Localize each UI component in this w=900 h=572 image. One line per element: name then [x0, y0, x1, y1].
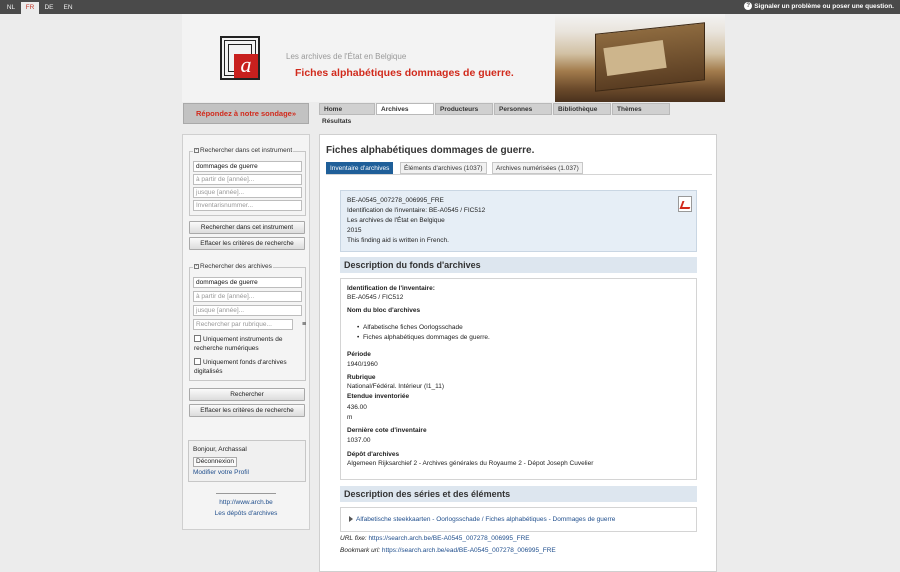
survey-button[interactable]: Répondez à notre sondage» — [183, 103, 309, 124]
fixed-url-line — [340, 535, 530, 542]
archive-query-input[interactable]: dommages de guerre — [193, 277, 302, 288]
summary-box — [340, 190, 697, 252]
archive-to-year-input[interactable]: jusque [année]... — [193, 305, 302, 316]
logout-button[interactable]: Déconnexion — [193, 457, 237, 467]
tab-themes[interactable]: Thèmes — [612, 103, 670, 115]
archive-clear-button[interactable]: Effacer les critères de recherche — [189, 404, 305, 417]
rubric-search-input[interactable]: Rechercher par rubrique... — [193, 319, 293, 330]
series-heading: Description des séries et des éléments — [340, 486, 697, 502]
user-greeting: Bonjour, Archassal — [193, 446, 247, 453]
tab-home[interactable]: Home — [319, 103, 375, 115]
page-title: Fiches alphabétiques dommages de guerre. — [326, 145, 535, 156]
block-name-label: Nom du bloc d'archives — [347, 307, 421, 314]
inventory-number-input[interactable]: Inventarisnummer... — [193, 200, 302, 211]
collapse-icon: - — [195, 146, 198, 153]
sub-nav — [319, 115, 725, 128]
block-name-item: • Fiches alphabétiques dommages de guerre. — [363, 334, 490, 341]
report-problem-label: Signaler un problème ou poser une question. — [754, 3, 894, 10]
extent-value: 436.00 — [347, 404, 367, 411]
user-box — [188, 440, 306, 482]
main-content — [319, 134, 717, 572]
question-icon: ? — [744, 2, 752, 10]
deposit-value: Algemeen Rijksarchief 2 - Archives générales du Royaume 2 - Dépot Joseph Cuvelier — [347, 460, 594, 467]
tab-personnes[interactable]: Personnes — [494, 103, 552, 115]
archive-search-fieldset — [189, 262, 307, 381]
subtab-resultats[interactable]: Résultats — [322, 118, 352, 125]
archive-from-year-input[interactable]: à partir de [année]... — [193, 291, 302, 302]
bookmark-url-label: Bookmark url: — [340, 547, 381, 554]
tab-producteurs[interactable]: Producteurs — [435, 103, 493, 115]
rubric-label: Rubrique — [347, 374, 376, 381]
bookmark-url-link[interactable]: https://search.arch.be/ead/BE-A0545_007278_006995_FRE — [381, 547, 556, 554]
deposit-label: Dépôt d'archives — [347, 451, 400, 458]
report-problem-link[interactable] — [744, 2, 894, 12]
deposits-link[interactable]: Les dépôts d'archives — [214, 510, 278, 517]
lang-fr[interactable]: FR — [21, 2, 39, 14]
block-name-item: • Alfabetische fiches Oorlogsschade — [363, 324, 463, 331]
description-heading: Description du fonds d'archives — [340, 257, 697, 273]
instrument-clear-button[interactable]: Effacer les critères de recherche — [189, 237, 305, 250]
archive-search-legend[interactable] — [193, 263, 273, 270]
site-title: Fiches alphabétiques dommages de guerre. — [295, 67, 514, 79]
digital-instruments-checkbox[interactable] — [194, 335, 304, 353]
rubric-list-icon[interactable]: ≡ — [302, 321, 307, 328]
instrument-from-year-input[interactable]: à partir de [année]... — [193, 174, 302, 185]
edit-profile-link[interactable]: Modifier votre Profil — [193, 469, 249, 476]
lang-de[interactable]: DE — [44, 4, 54, 11]
checkbox-icon — [194, 358, 201, 365]
main-nav — [319, 103, 725, 115]
digitized-fonds-label: Uniquement fonds d'archives digitalisés — [194, 359, 287, 375]
extent-unit: m — [347, 414, 353, 421]
lang-en[interactable]: EN — [63, 4, 73, 11]
inventory-id-label: Identification de l'inventaire: — [347, 285, 435, 292]
extent-label: Etendue inventoriée — [347, 393, 410, 400]
series-link[interactable]: Alfabetische steekkaarten - Oorlogsschade / Fiches alphabétiques - Dommages de guerre — [356, 516, 616, 523]
summary-line: Identification de l'inventaire: BE-A0545 / FIC512 — [347, 207, 486, 214]
header-photo — [555, 14, 725, 102]
arch-website-link[interactable]: http://www.arch.be — [219, 499, 273, 506]
summary-line: 2015 — [347, 227, 362, 234]
tab-elements[interactable]: Éléments d'archives (1037) — [400, 162, 487, 174]
instrument-query-input[interactable]: dommages de guerre — [193, 161, 302, 172]
pdf-icon[interactable] — [678, 196, 692, 212]
description-box — [340, 278, 697, 480]
tab-inventaire[interactable]: Inventaire d'archives — [326, 162, 393, 174]
tab-divider — [326, 174, 712, 175]
org-name: Les archives de l'État en Belgique — [286, 52, 407, 61]
fixed-url-label: URL fixe: — [340, 535, 367, 542]
instrument-to-year-input[interactable]: jusque [année]... — [193, 187, 302, 198]
sidebar — [182, 134, 310, 530]
series-box — [340, 507, 697, 532]
last-ref-label: Dernière cote d'inventaire — [347, 427, 427, 434]
instrument-search-fieldset — [189, 146, 306, 216]
rubric-value: National/Fédéral. Intérieur (I1_11) — [347, 383, 445, 390]
tab-bibliotheque[interactable]: Bibliothèque — [553, 103, 611, 115]
lang-nl[interactable]: NL — [6, 4, 16, 11]
tab-archives[interactable]: Archives — [376, 103, 434, 115]
instrument-search-legend-text: Rechercher dans cet instrument — [200, 147, 293, 154]
period-value: 1940/1960 — [347, 361, 378, 368]
sidebar-divider — [216, 493, 276, 494]
arrow-right-icon — [349, 516, 353, 522]
archive-search-legend-text: Rechercher des archives — [200, 263, 272, 270]
period-label: Période — [347, 351, 371, 358]
inventory-id-value: BE-A0545 / FIC512 — [347, 294, 404, 301]
summary-line: BE-A0545_007278_006995_FRE — [347, 197, 444, 204]
tab-numerisees[interactable]: Archives numérisées (1.037) — [492, 162, 583, 174]
last-ref-value: 1037.00 — [347, 437, 371, 444]
top-bar — [0, 0, 900, 14]
arch-logo[interactable] — [220, 36, 270, 92]
summary-line: This finding aid is written in French. — [347, 237, 449, 244]
instrument-search-legend[interactable] — [193, 147, 293, 154]
digital-instruments-label: Uniquement instruments de recherche numériques — [194, 336, 283, 352]
logo-letter: a — [234, 54, 258, 78]
archive-search-button[interactable]: Rechercher — [189, 388, 305, 401]
header — [182, 14, 725, 102]
fixed-url-link[interactable]: https://search.arch.be/BE-A0545_007278_006995_FRE — [368, 535, 530, 542]
instrument-search-button[interactable]: Rechercher dans cet instrument — [189, 221, 305, 234]
collapse-icon: - — [195, 262, 198, 269]
digitized-fonds-checkbox[interactable] — [194, 358, 304, 376]
bookmark-url-line — [340, 547, 556, 554]
checkbox-icon — [194, 335, 201, 342]
summary-line: Les archives de l'État en Belgique — [347, 217, 445, 224]
